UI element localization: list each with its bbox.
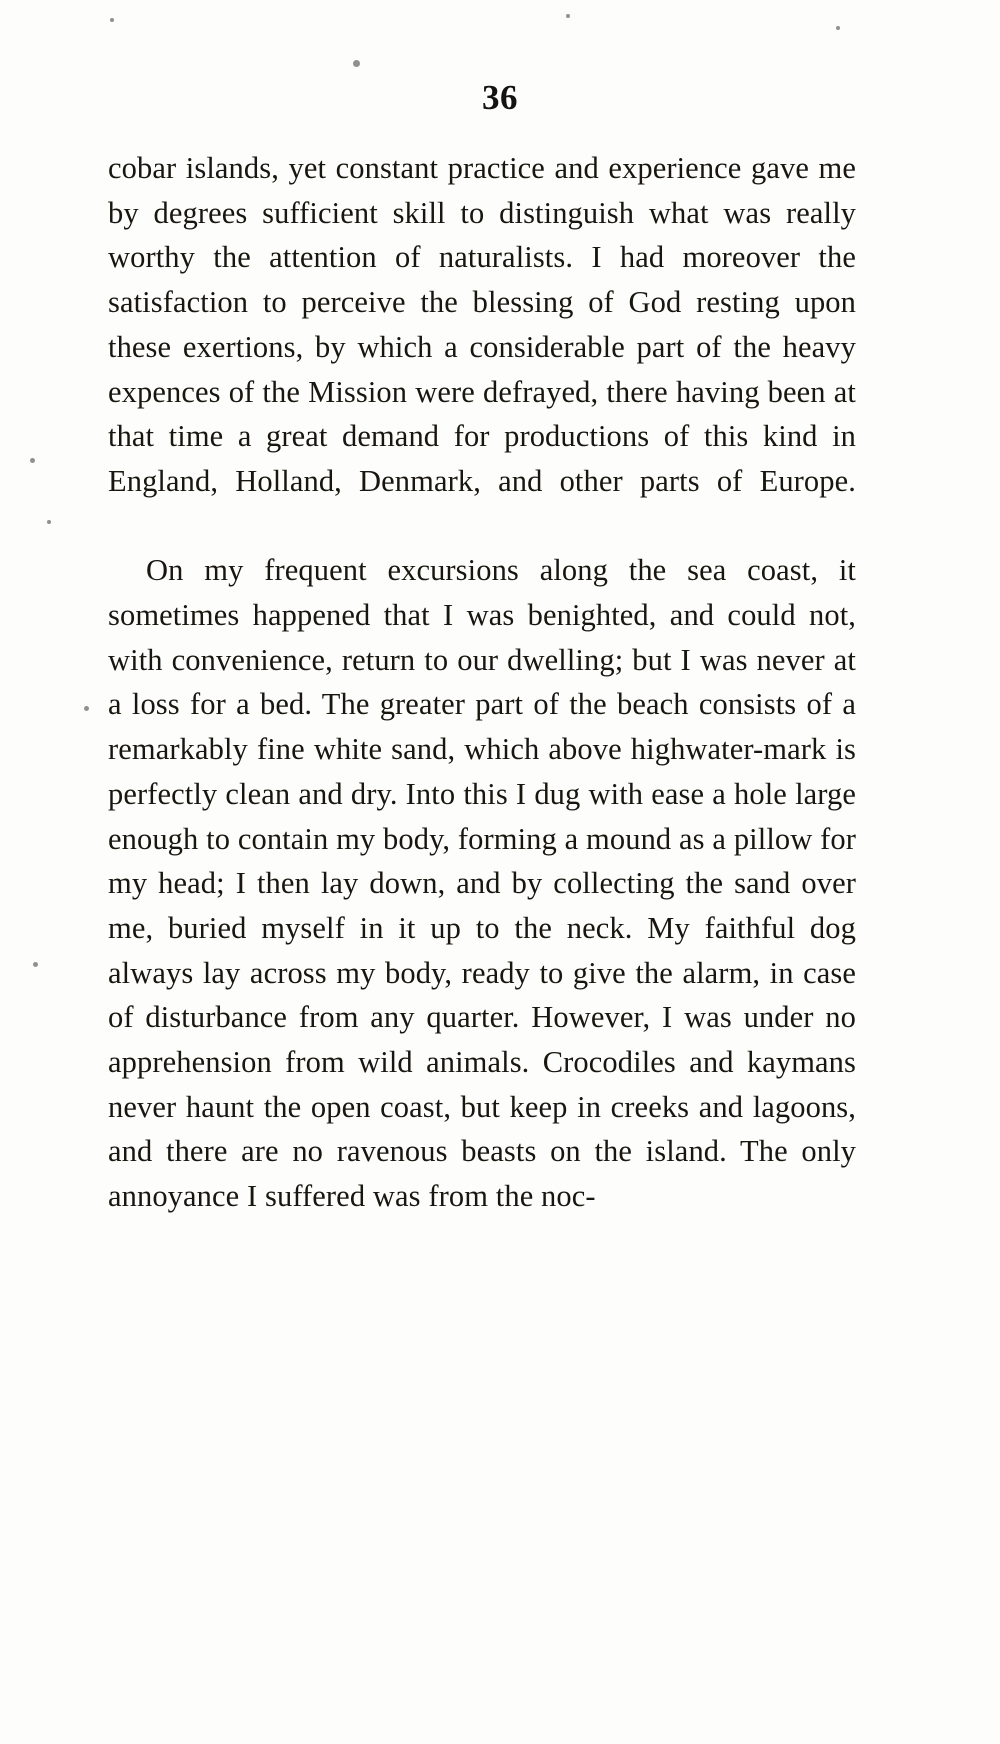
body-text: [108, 146, 856, 1219]
paragraph-1: cobar islands, yet constant practice and experience gave me by degrees sufficient skill to distinguish what was really worthy the attention of naturalists. I had moreover the satisfaction to perceive the blessing of God resting upon these exertions, by which a considerable part of the heavy expences of the Mission were defrayed, there having been at that time a great demand for productions of this kind in England, Holland, Denmark, and other parts of Europe.: [108, 151, 856, 498]
page-speck: [33, 962, 38, 967]
page-number: 36: [482, 78, 518, 117]
paragraph-2: On my frequent excursions along the sea coast, it sometimes happened that I was benighted, and could not, with convenience, return to our dwelling; but I was never at a loss for a bed. The greater part of the beach consists of a remarkably fine white sand, which above highwater-mark is perfectly clean and dry. Into this I dug with ease a hole large enough to contain my body, forming a mound as a pillow for my head; I then lay down, and by collecting the sand over me, buried myself in it up to the neck. My faithful dog always lay across my body, ready to give the alarm, in case of disturbance from any quarter. However, I was under no apprehension from wild animals. Crocodiles and kaymans never haunt the open coast, but keep in creeks and lagoons, and there are no ravenous beasts on the island. The only annoyance I suffered was from the noc-: [108, 553, 856, 1214]
page-speck: [84, 706, 89, 711]
page-speck: [566, 14, 570, 18]
page-speck: [353, 60, 360, 67]
page-speck: [30, 458, 35, 463]
page-speck: [110, 18, 114, 22]
page-speck: [836, 26, 840, 30]
page-speck: [47, 520, 51, 524]
